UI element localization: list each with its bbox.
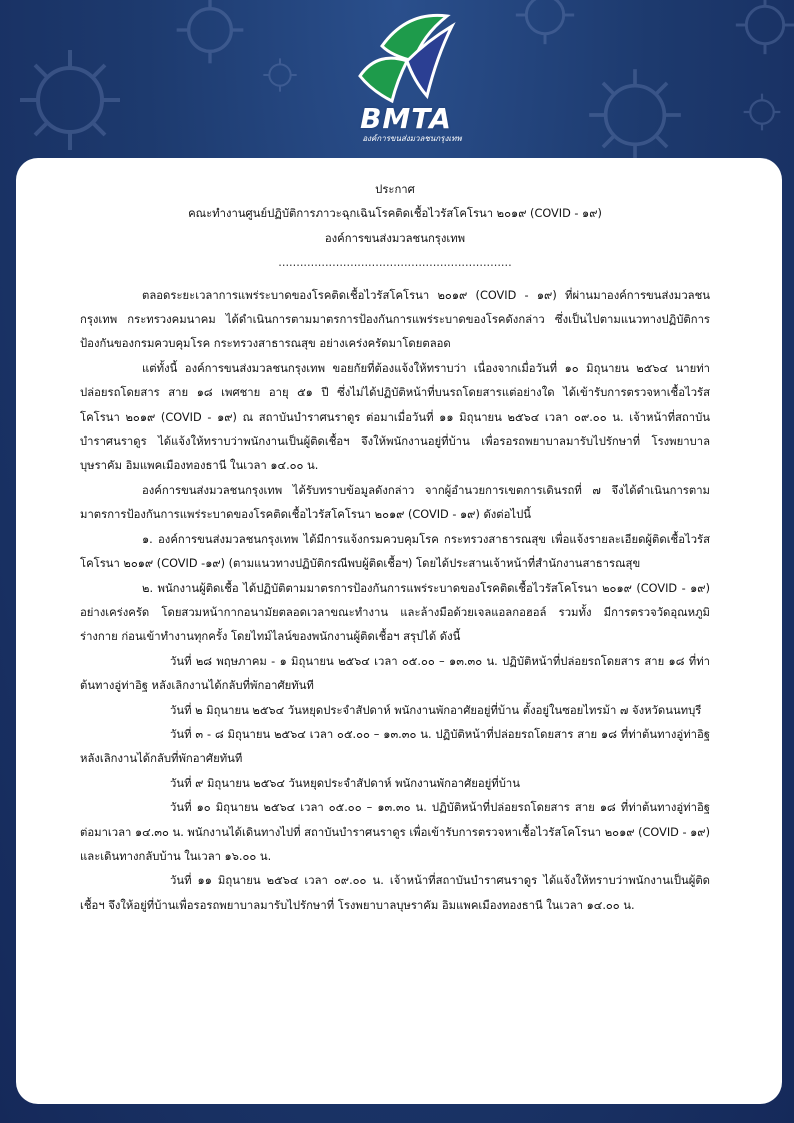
paragraph-2: แต่ทั้งนี้ องค์การขนส่งมวลชนกรุงเทพ ขอยกัยที่ต้องแจ้งให้ทราบว่า เนื่องจากเมื่อวันที่ ๑๐ มิถุนายน ๒๕๖๔ นายท่าปล่อยรถโดยสาร สาย ๑๘ เพศชาย อายุ ๕๑ ปี ซึ่งไม่ได้ปฏิบัติหน้าที่บนรถโดยสารแต่อย่างใด ได้เข้ารับการตรวจหาเชื้อไวรัสโคโรนา ๒๐๑๙ (COVID - ๑๙) ณ สถาบันบำราศนราดูร ต่อมาเมื่อวันที่ ๑๑ มิถุนายน ๒๕๖๔ เวลา ๐๙.๐๐ น. เจ้าหน้าที่สถาบันบำราศนราดูร ได้แจ้งให้ทราบว่าพนักงานเป็นผู้ติดเชื้อฯ จึงให้พนักงานอยู่ที่บ้าน เพื่อรอรถพยาบาลมารับไปรักษาที่ โรงพยาบาลบุษราคัม อิมแพคเมืองทองธานี ในเวลา ๑๔.๐๐ น.: [80, 361, 710, 473]
issuer-title: คณะทำงานศูนย์ปฏิบัติการภาวะฉุกเฉินโรคติดเชื้อไวรัสโคโรนา ๒๐๑๙ (COVID - ๑๙): [188, 207, 602, 221]
timeline-item: วันที่ ๒๘ พฤษภาคม - ๑ มิถุนายน ๒๕๖๔ เวลา ๐๕.๐๐ – ๑๓.๓๐ น. ปฏิบัติหน้าที่ปล่อยรถโดยสาร สาย ๑๘ ที่ท่าต้นทางอู่ท่าอิฐ หลังเลิกงานได้กลับที่พักอาศัยทันที: [80, 654, 710, 693]
virus-decoration-icon: [170, 0, 250, 70]
announcement-label: ประกาศ: [375, 183, 415, 196]
paragraph-3: องค์การขนส่งมวลชนกรุงเทพ ได้รับทราบข้อมูลดังกล่าว จากผู้อำนวยการเขตการเดินรถที่ ๗ จึงได้ดำเนินการตามมาตรการป้องกันการแพร่ระบาดของโรคติดเชื้อไวรัสโคโรนา ๒๐๑๙ (COVID - ๑๙) ดังต่อไปนี้: [80, 483, 710, 522]
bmta-logo-icon: [352, 6, 462, 106]
virus-decoration-icon: [260, 55, 300, 95]
timeline-item: วันที่ ๑๑ มิถุนายน ๒๕๖๔ เวลา ๐๙.๐๐ น. เจ้าหน้าที่สถาบันบำราศนราดูร ได้แจ้งให้ทราบว่าพนักงานเป็นผู้ติดเชื้อฯ จึงให้อยู่ที่บ้านเพื่อรอรถพยาบาลมารับไปรักษาที่ โรงพยาบาลบุษราคัม อิมแพคเมืองทองธานี ในเวลา ๑๔.๐๐ น.: [80, 874, 710, 912]
paragraph-measure-2: ๒. พนักงานผู้ติดเชื้อ ได้ปฏิบัติตามมาตรการป้องกันการแพร่ระบาดของโรคติดเชื้อไวรัสโคโรนา ๒๐๑๙ (COVID - ๑๙) อย่างเคร่งครัด โดยสวมหน้ากากอนามัยตลอดเวลาขณะทำงาน และล้างมือด้วยเจลแอลกอฮอล์ รวมทั้ง มีการตรวจวัดอุณหภูมิร่างกาย ก่อนเข้าทำงานทุกครั้ง โดยไทม์ไลน์ของพนักงานผู้ติดเชื้อฯ สรุปได้ ดังนี้: [80, 581, 710, 644]
timeline-item: วันที่ ๙ มิถุนายน ๒๕๖๔ วันหยุดประจำสัปดาห์ พนักงานพักอาศัยอยู่ที่บ้าน: [170, 776, 520, 790]
paragraph-measure-1: ๑. องค์การขนส่งมวลชนกรุงเทพ ได้มีการแจ้งกรมควบคุมโรค กระทรวงสาธารณสุข เพื่อแจ้งรายละเอียดผู้ติดเชื้อไวรัสโคโรนา ๒๐๑๙ (COVID -๑๙) (ตามแนวทางปฏิบัติกรณีพบผู้ติดเชื้อฯ) โดยได้ประสานเจ้าหน้าที่สำนักงานสาธารณสุข: [80, 532, 710, 571]
logo-wordmark: BMTA: [360, 102, 452, 135]
timeline-item: วันที่ ๓ - ๘ มิถุนายน ๒๕๖๔ เวลา ๐๕.๐๐ – ๑๓.๓๐ น. ปฏิบัติหน้าที่ปล่อยรถโดยสาร สาย ๑๘ ที่ท่าต้นทางอู่ท่าอิฐ หลังเลิกงานได้กลับที่พักอาศัยทันที: [80, 727, 710, 766]
timeline-item: วันที่ ๒ มิถุนายน ๒๕๖๔ วันหยุดประจำสัปดาห์ พนักงานพักอาศัยอยู่ที่บ้าน ตั้งอยู่ในซอยไทรม้า ๗ จังหวัดนนทบุรี: [170, 703, 702, 717]
organization-name: องค์การขนส่งมวลชนกรุงเทพ: [324, 231, 466, 245]
bmta-logo: [352, 6, 462, 144]
timeline-item: วันที่ ๑๐ มิถุนายน ๒๕๖๔ เวลา ๐๕.๐๐ – ๑๓.๓๐ น. ปฏิบัติหน้าที่ปล่อยรถโดยสาร สาย ๑๘ ที่ท่าต้นทางอู่ท่าอิฐ ต่อมาเวลา ๑๔.๓๐ น. พนักงานได้เดินทางไปที่ สถาบันบำราศนราดูร เพื่อเข้ารับการตรวจหาเชื้อไวรัสโคโรนา ๒๐๑๙ (COVID - ๑๙) และเดินทางกลับบ้าน ในเวลา ๑๖.๐๐ น.: [80, 801, 710, 863]
virus-decoration-icon: [580, 60, 690, 170]
announcement-content: [80, 178, 710, 918]
virus-decoration-icon: [10, 40, 130, 160]
virus-decoration-icon: [740, 90, 784, 134]
virus-decoration-icon: [730, 0, 794, 60]
paragraph-1: ตลอดระยะเวลาการแพร่ระบาดของโรคติดเชื้อไวรัสโคโรนา ๒๐๑๙ (COVID - ๑๙) ที่ผ่านมาองค์การขนส่งมวลชนกรุงเทพ กระทรวงคมนาคม ได้ดำเนินการตามมาตรการป้องกันการแพร่ระบาดของโรคดังกล่าว ซึ่งเป็นไปตามแนวทางปฏิบัติการป้องกันของกรมควบคุมโรค กระทรวงสาธารณสุข อย่างเคร่งครัดมาโดยตลอด: [80, 288, 710, 351]
logo-subtitle: องค์การขนส่งมวลชนกรุงเทพ: [362, 134, 462, 143]
virus-decoration-icon: [510, 0, 580, 50]
header-divider: .................................................................: [278, 256, 512, 270]
